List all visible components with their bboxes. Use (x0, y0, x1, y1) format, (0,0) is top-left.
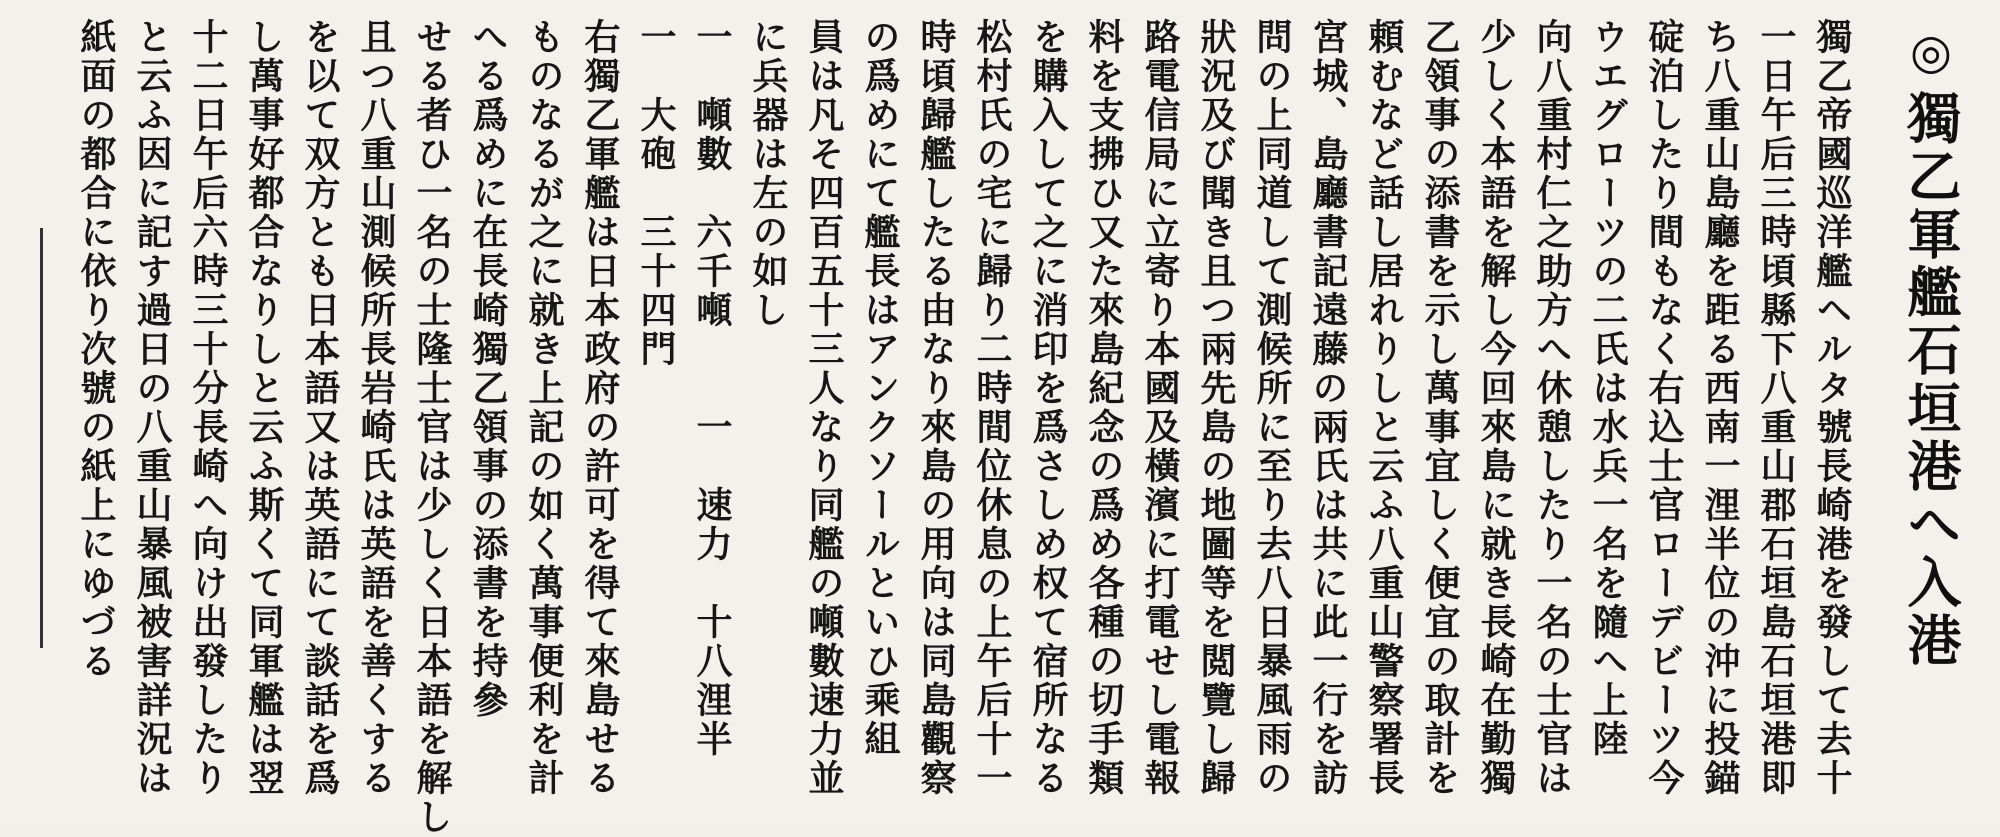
text-column: 問の上同道して測候所に至り去八日暴風雨の (1251, 18, 1293, 798)
text-column: 乙領事の添書を示し萬事宜しく便宜の取計を (1419, 18, 1461, 798)
text-column: ち八重山島廳を距る西南一浬半位の沖に投錨 (1699, 18, 1741, 798)
text-column: へる爲めに在長崎獨乙領事の添書を持參 (467, 18, 509, 720)
text-column: 右獨乙軍艦は日本政府の許可を得て來島せる (579, 18, 621, 798)
text-column: 料を支拂ひ又た來島紀念の爲め各種の切手類 (1083, 18, 1125, 798)
double-circle-mark: ◎ (1903, 24, 1959, 84)
text-column: 松村氏の宅に歸り二時間位休息の上午后十一 (971, 18, 1013, 798)
text-column: 一 大砲 三十四門 (635, 18, 677, 369)
text-column: に兵器は左の如し (747, 18, 789, 330)
text-column: 路電信局に立寄り本國及橫濱に打電せし電報 (1139, 18, 1181, 798)
text-column: を購入して之に消印を爲さしめ权て宿所なる (1027, 18, 1069, 798)
text-column: ものなるが之に就き上記の如く萬事便利を計 (523, 18, 565, 798)
text-column: 碇泊したり間もなく右込士官ローデビーツ今 (1643, 18, 1685, 798)
text-column: 紙面の都合に依り次號の紙上にゆづる (75, 18, 117, 681)
article-title-text: 獨乙軍艦石垣港へ入港 (1899, 90, 1963, 670)
text-column: 一 噸數 六千噸 一 速力 十八浬半 (691, 18, 733, 759)
text-column: 狀況及び聞き且つ兩先島の地圖等を閲覽し歸 (1195, 18, 1237, 798)
text-column: を以て双方とも日本語又は英語にて談話を爲 (299, 18, 341, 798)
text-column: ウエグローツの二氏は水兵一名を隨へ上陸 (1587, 18, 1629, 759)
text-column: 十二日午后六時三十分長崎へ向け出發したり (187, 18, 229, 798)
text-column: 少しく本語を解し今回來島に就き長崎在勤獨 (1475, 18, 1517, 798)
text-column: 一日午后三時頃縣下八重山郡石垣島石垣港即 (1755, 18, 1797, 798)
text-column: 時頃歸艦したる由なり來島の用向は同島觀察 (915, 18, 957, 798)
text-column: の爲めにて艦長はアンクソールといひ乘組 (859, 18, 901, 759)
text-column: 且つ八重山測候所長岩崎氏は英語を善くする (355, 18, 397, 798)
text-column: 員は凡そ四百五十三人なり同艦の噸數速力並 (803, 18, 845, 798)
text-column: と云ふ因に記す過日の八重山暴風被害詳況は (131, 18, 173, 798)
text-column: 頼むなど話し居れりしと云ふ八重山警察署長 (1363, 18, 1405, 798)
text-column: し萬事好都合なりしと云ふ斯くて同軍艦は翌 (243, 18, 285, 798)
text-column: 獨乙帝國巡洋艦ヘルタ號長崎港を發して去十 (1811, 18, 1853, 798)
column-divider-rule (40, 228, 43, 648)
text-column: せる者ひ一名の士隆士官は少しく日本語を解し (411, 18, 453, 837)
text-column: 宮城、島廳書記遠藤の兩氏は共に此一行を訪 (1307, 18, 1349, 798)
text-column: 向八重村仁之助方へ休憩したり一名の士官は (1531, 18, 1573, 798)
